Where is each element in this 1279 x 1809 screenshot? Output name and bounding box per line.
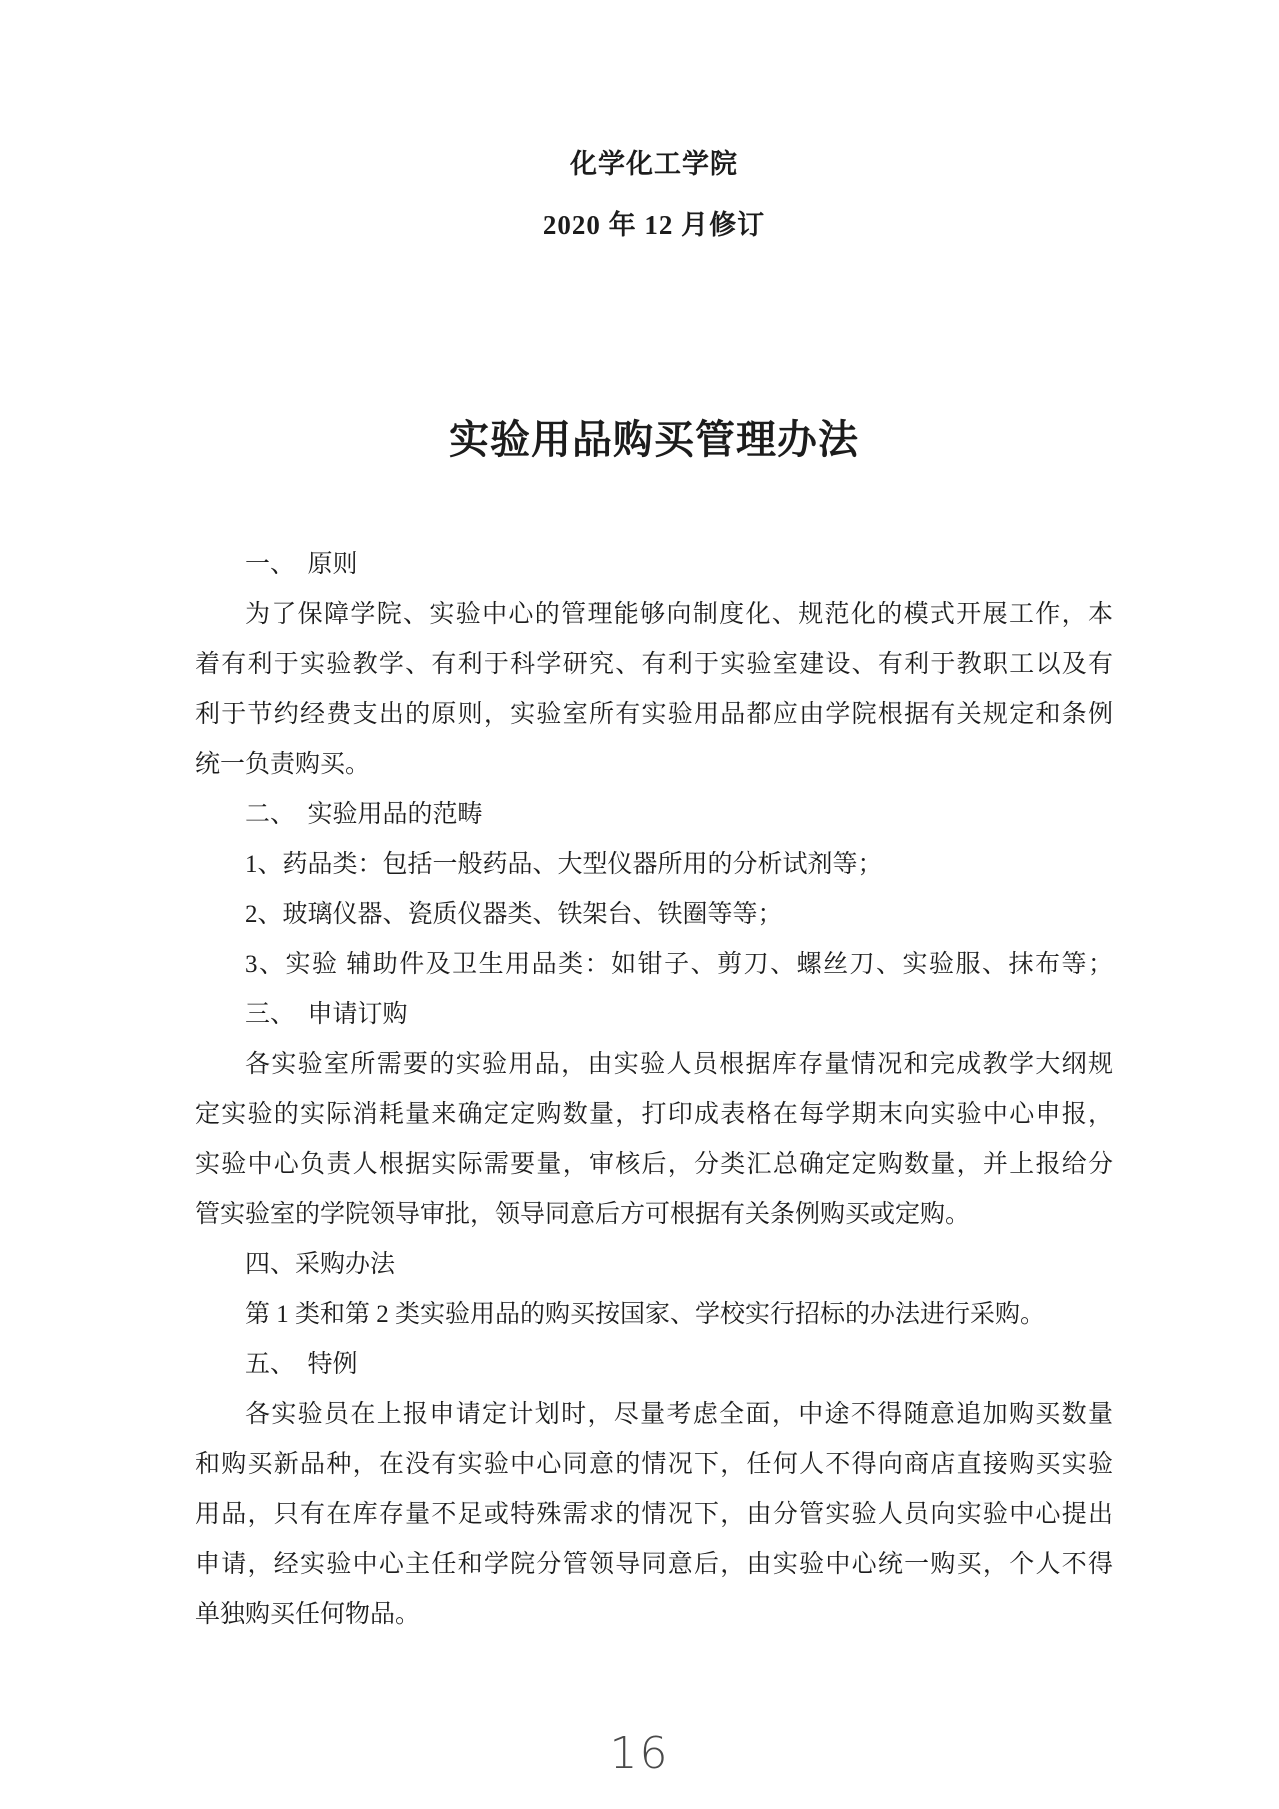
document-body [195,540,1113,1640]
text-line: 和购买新品种，在没有实验中心同意的情况下，任何人不得向商店直接购买实验 [195,1451,1113,1478]
text-line: 管实验室的学院领导审批，领导同意后方可根据有关条例购买或定购。 [195,1201,971,1228]
text-line: 定实验的实际消耗量来确定定购数量，打印成表格在每学期末向实验中心申报， [195,1101,1113,1128]
text-line: 实验中心负责人根据实际需要量，审核后，分类汇总确定定购数量，并上报给分 [195,1151,1113,1178]
text-line: 各实验员在上报申请定计划时，尽量考虑全面，中途不得随意追加购买数量 [245,1401,1113,1428]
text-line: 1、药品类：包括一般药品、大型仪器所用的分析试剂等； [245,851,883,878]
content-column [195,0,1113,1809]
text-line: 统一负责购买。 [195,751,371,778]
text-line: 单独购买任何物品。 [195,1601,421,1628]
document-title: 实验用品购买管理办法 [449,417,859,462]
page-number: 16 [609,1728,670,1779]
text-line: 利于节约经费支出的原则，实验室所有实验用品都应由学院根据有关规定和条例 [195,701,1113,728]
text-line: 三、 申请订购 [245,1001,408,1028]
text-line: 五、 特例 [245,1351,358,1378]
text-line: 为了保障学院、实验中心的管理能够向制度化、规范化的模式开展工作，本 [245,601,1113,628]
text-line: 二、 实验用品的范畴 [245,801,483,828]
text-line: 四、采购办法 [245,1251,396,1278]
text-line: 着有利于实验教学、有利于科学研究、有利于实验室建设、有利于教职工以及有 [195,651,1113,678]
text-line: 3、实验 辅助件及卫生用品类：如钳子、剪刀、螺丝刀、实验服、抹布等； [245,951,1113,978]
text-line: 各实验室所需要的实验用品，由实验人员根据库存量情况和完成教学大纲规 [245,1051,1113,1078]
text-line: 2、玻璃仪器、瓷质仪器类、铁架台、铁圈等等； [245,901,783,928]
text-line: 第 1 类和第 2 类实验用品的购买按国家、学校实行招标的办法进行采购。 [245,1301,1046,1328]
text-line: 申请，经实验中心主任和学院分管领导同意后，由实验中心统一购买，个人不得 [195,1551,1113,1578]
text-line: 用品，只有在库存量不足或特殊需求的情况下，由分管实验人员向实验中心提出 [195,1501,1113,1528]
text-line: 一、 原则 [245,551,358,578]
header-revision-date: 2020 年 12 月修订 [542,210,766,240]
header-institution: 化学化工学院 [570,149,738,179]
